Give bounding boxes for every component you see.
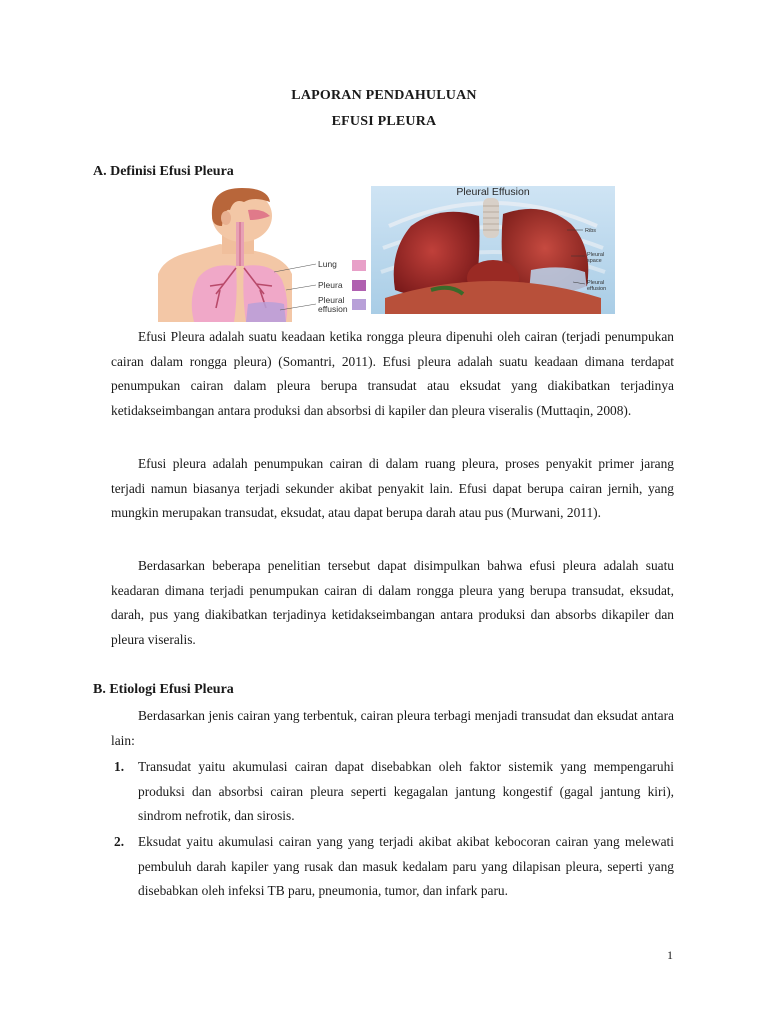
label-pleural-effusion-line1: Pleural bbox=[587, 280, 605, 286]
label-pleural-space-line2: space bbox=[587, 258, 602, 264]
label-pleural-effusion-line2: effusion bbox=[318, 304, 348, 314]
label-lung: Lung bbox=[318, 259, 337, 269]
label-pleura: Pleura bbox=[318, 280, 343, 290]
figure-title: Pleural Effusion bbox=[456, 186, 530, 198]
respiratory-anatomy-figure bbox=[150, 186, 370, 322]
legend-swatch-effusion bbox=[352, 299, 366, 310]
page-number: 1 bbox=[667, 948, 673, 962]
definition-paragraph-1: Efusi Pleura adalah suatu keadaan ketika rongga pleura dipenuhi oleh cairan (terjadi penumpukan cairan dalam rongga pleura) (Somantri, 2011). Efusi pleura adalah suatu keadaan dimana terdapat penumpukan cairan dalam pleura berupa transudat atau eksudat yang diakibatkan terjadinya ketidakseimbangan antara produksi dan absorbsi di kapiler dan pleura viseralis (Muttaqin, 2008). bbox=[111, 329, 674, 418]
list-item-text: Transudat yaitu akumulasi cairan dapat disebabkan oleh faktor sistemik yang mempengaruhi produksi dan absorbsi cairan pleura seperti kegagalan jantung kongestif (gagal jantung kiri), sindrom nefrotik, dan sirosis. bbox=[138, 759, 674, 824]
definition-paragraph-2: Efusi pleura adalah penumpukan cairan di dalam ruang pleura, proses penyakit primer jarang terjadi namun biasanya terjadi sekunder akibat penyakit lain. Efusi dapat berupa cairan jernih, yang mungkin merupakan transudat, eksudat, atau dapat berupa darah atau pus (Murwani, 2011). bbox=[111, 456, 674, 521]
definition-paragraph-3: Berdasarkan beberapa penelitian tersebut dapat disimpulkan bahwa efusi pleura adalah suatu keadaran dimana terjadi penumpukan cairan di dalam rongga pleura yang berupa transudat, eksudat, darah, pus yang diakibatkan terjadinya ketidakseimbangan antara produksi dan absorbs dikapiler dan pleura viseralis. bbox=[111, 558, 674, 647]
list-number: 1. bbox=[114, 759, 125, 774]
section-b-heading: B. Etiologi Efusi Pleura bbox=[93, 682, 234, 697]
document-subtitle: EFUSI PLEURA bbox=[331, 114, 437, 129]
pleural-effusion-figure bbox=[371, 186, 615, 314]
label-pleural-space-line1: Pleural bbox=[587, 252, 605, 258]
etiology-intro: Berdasarkan jenis cairan yang terbentuk, cairan pleura terbagi menjadi transudat dan eksudat antara lain: bbox=[111, 708, 674, 748]
list-item-text: Eksudat yaitu akumulasi cairan yang yang terjadi akibat akibat kebocoran cairan yang melewati pembuluh darah kapiler yang rusak dan masuk kedalam paru yang dilapisan pleura, seperti yang disebabkan oleh infeksi TB paru, pneumonia, tumor, dan infark paru. bbox=[138, 834, 674, 899]
label-pleural-effusion-line1: Pleural bbox=[318, 295, 345, 305]
legend-swatch-lung bbox=[352, 260, 366, 271]
respiratory-anatomy-illustration bbox=[150, 186, 370, 322]
label-ribs: Ribs bbox=[585, 228, 597, 234]
list-item bbox=[111, 830, 674, 904]
document-title: LAPORAN PENDAHULUAN bbox=[291, 88, 477, 103]
pleural-effusion-illustration bbox=[371, 186, 615, 314]
list-item bbox=[111, 755, 674, 829]
list-number: 2. bbox=[114, 834, 125, 849]
section-a-heading: A. Definisi Efusi Pleura bbox=[93, 164, 234, 179]
label-pleural-effusion-line2: effusion bbox=[587, 286, 607, 292]
legend-swatch-pleura bbox=[352, 280, 366, 291]
